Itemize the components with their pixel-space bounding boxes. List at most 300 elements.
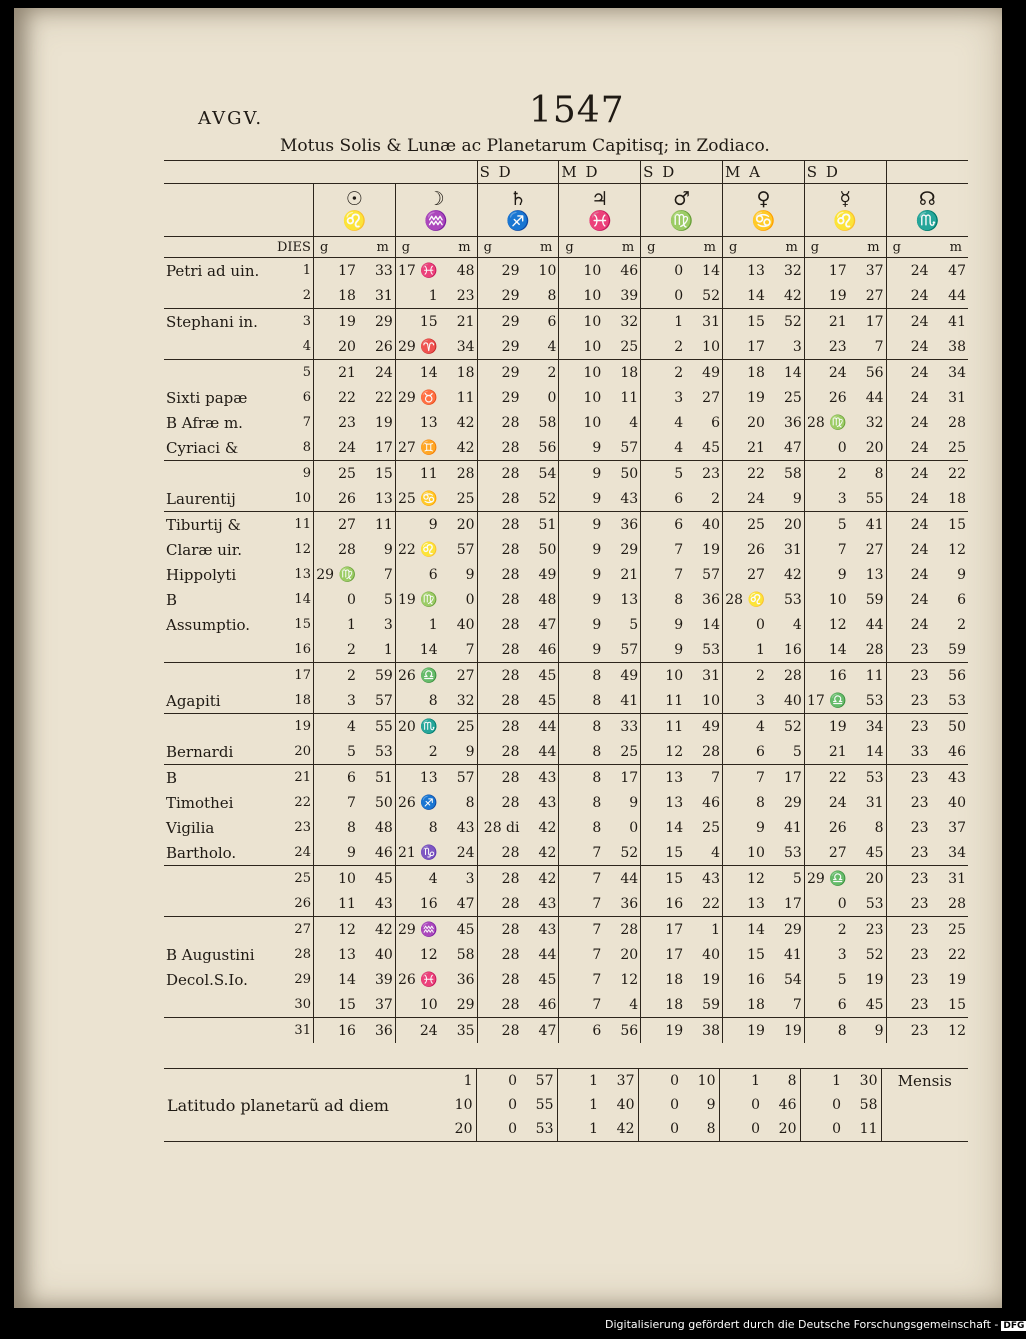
latitude-row — [164, 1117, 968, 1142]
minute-value: 57 — [702, 566, 720, 583]
degree-value: 9 — [559, 637, 603, 663]
degree-value: 15 — [395, 309, 439, 335]
degree-value: 29 — [477, 360, 521, 386]
saint-day-name — [164, 637, 283, 663]
degree-unit: g — [483, 239, 492, 255]
degree-value: 8 — [559, 688, 603, 714]
saint-day-name — [164, 891, 283, 917]
minute-value: 9 — [849, 1018, 886, 1044]
degree-value: 24 — [886, 360, 930, 386]
minute-value: 17 — [603, 765, 640, 791]
minute-value: 19 — [702, 971, 720, 988]
latitude-minute: 8 — [787, 1073, 797, 1089]
degree-value: 19 ♍ — [395, 587, 439, 612]
latitude-row — [164, 1093, 968, 1117]
minute-value: 42 — [538, 819, 557, 836]
minute-value: 25 — [620, 743, 639, 760]
minute-unit: m — [785, 239, 798, 255]
minute-value: 51 — [522, 512, 559, 538]
degree-value: 7 — [641, 537, 685, 562]
degree-value: 6 — [641, 486, 685, 512]
degree-value: 23 — [886, 663, 930, 689]
minute-value: 56 — [538, 439, 557, 456]
minute-value: 56 — [849, 360, 886, 386]
minute-value: 16 — [783, 641, 802, 658]
node-icon: ☊ — [918, 188, 936, 210]
minute-value: 40 — [948, 794, 966, 811]
minute-value: 32 — [456, 692, 475, 709]
degree-value: 2 — [313, 637, 357, 663]
minute-value: 8 — [874, 819, 884, 836]
minute-value: 6 — [957, 591, 966, 608]
saint-day-name — [164, 917, 283, 943]
minute-value: 52 — [767, 714, 804, 740]
minute-value: 11 — [456, 389, 475, 406]
day-number: 11 — [283, 512, 313, 538]
planet-header-4 — [641, 184, 723, 237]
table-row — [164, 512, 968, 538]
saint-day-name — [164, 360, 283, 386]
degree-value: 24 — [886, 435, 930, 461]
degree-value: 21 — [804, 309, 848, 335]
saint-day-name: Claræ uir. — [166, 540, 243, 559]
minute-value: 40 — [783, 692, 802, 709]
planet-header-6 — [804, 184, 886, 237]
minute-value: 49 — [538, 566, 557, 583]
minute-value: 41 — [783, 819, 802, 836]
latitude-degree: 1 — [557, 1069, 601, 1094]
day-number: 1 — [283, 258, 313, 284]
degree-value: 17 ♓ — [395, 258, 439, 284]
table-row — [164, 942, 968, 967]
minute-value: 36 — [603, 512, 640, 538]
latitude-row — [164, 1069, 968, 1094]
degree-value: 28 — [477, 942, 521, 967]
degree-value: 19 — [722, 385, 766, 410]
minute-value: 37 — [948, 819, 966, 836]
degree-value: 8 — [559, 714, 603, 740]
minute-value: 31 — [948, 389, 966, 406]
degree-value: 23 — [886, 917, 930, 943]
degree-value: 24 — [395, 1018, 439, 1044]
zodiac-sign-icon: ♏ — [915, 210, 940, 232]
degree-value: 14 — [395, 637, 439, 663]
table-row — [164, 612, 968, 637]
minute-value: 1 — [383, 641, 393, 658]
degree-value: 26 ♓ — [395, 967, 439, 992]
minute-value: 37 — [374, 996, 393, 1013]
degree-value: 29 — [477, 258, 521, 284]
moon-icon: ☽ — [427, 188, 445, 210]
minute-value: 36 — [783, 414, 802, 431]
minute-unit: m — [703, 239, 716, 255]
degree-value: 5 — [641, 461, 685, 487]
degree-value: 12 — [804, 612, 848, 637]
planet-header-0 — [313, 184, 395, 237]
degree-value: 24 — [886, 309, 930, 335]
minute-value: 7 — [383, 566, 393, 583]
latitude-degree: 1 — [557, 1093, 601, 1117]
minute-value: 11 — [358, 512, 395, 538]
degree-value: 12 — [395, 942, 439, 967]
minute-value: 1 — [685, 917, 722, 943]
degree-value: 24 — [886, 512, 930, 538]
minute-value: 28 — [702, 743, 720, 760]
minute-value: 2 — [957, 616, 966, 633]
unit-cell — [804, 237, 886, 258]
degree-value: 29 — [477, 385, 521, 410]
minute-value: 37 — [849, 258, 886, 284]
day-number: 28 — [294, 947, 311, 962]
degree-value: 3 — [722, 688, 766, 714]
degree-value: 14 — [804, 637, 848, 663]
degree-value: 16 — [722, 967, 766, 992]
minute-value: 22 — [948, 946, 966, 963]
minute-value: 28 — [767, 663, 804, 689]
minute-value: 11 — [620, 389, 639, 406]
degree-value: 13 — [641, 765, 685, 791]
degree-value: 2 — [395, 739, 439, 765]
degree-value: 28 ♌ — [722, 587, 766, 612]
degree-value: 23 — [886, 714, 930, 740]
degree-value: 9 — [559, 512, 603, 538]
minute-value: 46 — [948, 743, 966, 760]
saint-day-name: Decol.S.Io. — [166, 970, 248, 989]
degree-value: 24 — [886, 334, 930, 360]
minute-value: 6 — [522, 309, 559, 335]
minute-value: 25 — [440, 714, 477, 740]
degree-value: 21 — [804, 739, 848, 765]
minute-value: 48 — [374, 819, 393, 836]
latitude-degree: 0 — [476, 1069, 520, 1094]
latitude-minute: 57 — [535, 1073, 554, 1089]
minute-value: 47 — [456, 895, 475, 912]
degree-value: 28 — [477, 562, 521, 587]
saint-day-name: Vigilia — [166, 818, 215, 837]
minute-value: 20 — [865, 439, 884, 456]
minute-value: 18 — [440, 360, 477, 386]
latitude-degree: 0 — [800, 1117, 844, 1142]
minute-value: 46 — [374, 844, 393, 861]
minute-value: 36 — [456, 971, 475, 988]
degree-value: 28 — [477, 612, 521, 637]
minute-value: 47 — [931, 258, 968, 284]
degree-value: 7 — [559, 891, 603, 917]
minute-value: 8 — [547, 287, 557, 304]
day-number: 15 — [294, 617, 311, 632]
degree-value: 28 — [477, 512, 521, 538]
degree-value: 28 ♍ — [804, 410, 848, 435]
minute-value: 43 — [685, 866, 722, 892]
minute-value: 54 — [783, 971, 802, 988]
degree-value: 7 — [722, 765, 766, 791]
minute-value: 47 — [538, 616, 557, 633]
day-number: 22 — [294, 795, 311, 810]
minute-value: 25 — [456, 490, 475, 507]
degree-value: 28 — [477, 840, 521, 866]
degree-value: 1 — [313, 612, 357, 637]
degree-value: 27 — [313, 512, 357, 538]
degree-value: 17 — [641, 942, 685, 967]
degree-value: 4 — [313, 714, 357, 740]
unit-cell — [477, 237, 559, 258]
degree-value: 8 — [722, 790, 766, 815]
degree-value: 21 — [722, 435, 766, 461]
degree-value: 27 — [722, 562, 766, 587]
minute-value: 53 — [849, 765, 886, 791]
minute-value: 17 — [783, 895, 802, 912]
degree-value: 28 — [477, 663, 521, 689]
degree-value: 11 — [395, 461, 439, 487]
degree-value: 22 — [313, 385, 357, 410]
degree-value: 24 — [886, 385, 930, 410]
minute-value: 4 — [547, 338, 557, 355]
degree-value: 2 — [804, 461, 848, 487]
degree-value: 13 — [641, 790, 685, 815]
abbr-venus: M A — [722, 161, 804, 184]
degree-value: 6 — [641, 512, 685, 538]
minute-value: 53 — [374, 743, 393, 760]
degree-value: 23 — [886, 942, 930, 967]
degree-value: 24 — [886, 612, 930, 637]
saint-day-name: Agapiti — [166, 691, 221, 710]
degree-value: 10 — [722, 840, 766, 866]
planet-header-5 — [722, 184, 804, 237]
saint-day-name: B — [166, 590, 178, 609]
minute-value: 9 — [792, 490, 802, 507]
minute-value: 27 — [865, 541, 884, 558]
minute-value: 57 — [456, 541, 475, 558]
table-row — [164, 486, 968, 512]
minute-value: 22 — [374, 389, 393, 406]
degree-value: 1 — [395, 283, 439, 309]
unit-cell — [641, 237, 723, 258]
day-number: 2 — [302, 288, 311, 303]
degree-value: 9 — [559, 486, 603, 512]
degree-value: 13 — [313, 942, 357, 967]
saint-day-name: Petri ad uin. — [164, 258, 283, 284]
table-row — [164, 562, 968, 587]
latitude-degree: 0 — [719, 1093, 763, 1117]
day-number: 4 — [302, 339, 311, 354]
saint-day-name: B Afræ m. — [166, 413, 243, 432]
table-row — [164, 688, 968, 714]
degree-value: 8 — [559, 815, 603, 840]
minute-value: 53 — [783, 591, 802, 608]
latitude-degree: 0 — [638, 1093, 682, 1117]
latitude-minute: 37 — [616, 1073, 635, 1089]
degree-value: 23 — [886, 637, 930, 663]
saint-day-name — [164, 663, 283, 689]
minute-value: 32 — [865, 414, 884, 431]
minute-value: 4 — [629, 414, 639, 431]
venus-icon: ♀ — [756, 188, 771, 210]
degree-value: 19 — [722, 1018, 766, 1044]
minute-value: 45 — [702, 439, 720, 456]
minute-value: 40 — [702, 946, 720, 963]
degree-value: 29 — [477, 283, 521, 309]
minute-value: 42 — [358, 917, 395, 943]
minute-value: 41 — [849, 512, 886, 538]
day-number: 17 — [283, 663, 313, 689]
minute-value: 53 — [865, 895, 884, 912]
degree-value: 23 — [886, 840, 930, 866]
zodiac-sign-icon: ♌ — [833, 210, 858, 232]
degree-value: 8 — [313, 815, 357, 840]
degree-value: 9 — [804, 562, 848, 587]
minute-value: 45 — [865, 844, 884, 861]
degree-value: 28 — [477, 486, 521, 512]
minute-value: 8 — [849, 461, 886, 487]
day-number: 7 — [302, 415, 311, 430]
degree-value: 24 — [722, 486, 766, 512]
degree-value: 28 — [313, 537, 357, 562]
degree-value: 4 — [641, 435, 685, 461]
degree-value: 12 — [313, 917, 357, 943]
minute-value: 39 — [620, 287, 639, 304]
degree-value: 6 — [313, 765, 357, 791]
degree-value: 23 — [313, 410, 357, 435]
unit-cell — [313, 237, 395, 258]
degree-value: 28 — [477, 1018, 521, 1044]
planet-header-1 — [395, 184, 477, 237]
degree-value: 23 — [886, 765, 930, 791]
minute-value: 58 — [767, 461, 804, 487]
minute-value: 47 — [522, 1018, 559, 1044]
degree-value: 7 — [559, 992, 603, 1018]
degree-value: 10 — [313, 866, 357, 892]
degree-value: 8 — [641, 587, 685, 612]
saint-day-name — [164, 283, 283, 309]
minute-value: 53 — [702, 641, 720, 658]
day-number: 13 — [294, 567, 311, 582]
zodiac-sign-icon: ♌ — [342, 210, 367, 232]
degree-value: 0 — [641, 283, 685, 309]
minute-value: 7 — [874, 338, 884, 355]
latitude-minute: 53 — [535, 1121, 554, 1137]
minute-value: 9 — [629, 794, 639, 811]
minute-value: 44 — [538, 743, 557, 760]
minute-value: 49 — [603, 663, 640, 689]
minute-value: 14 — [702, 616, 720, 633]
mars-icon: ♂ — [673, 188, 691, 210]
degree-value: 19 — [804, 714, 848, 740]
table-row — [164, 663, 968, 689]
minute-value: 55 — [865, 490, 884, 507]
table-row — [164, 637, 968, 663]
day-number: 9 — [283, 461, 313, 487]
minute-value: 13 — [865, 566, 884, 583]
minute-value: 26 — [374, 338, 393, 355]
minute-value: 9 — [465, 743, 475, 760]
minute-value: 15 — [948, 996, 966, 1013]
degree-value: 1 — [641, 309, 685, 335]
degree-value: 17 ♎ — [804, 688, 848, 714]
degree-value: 8 — [559, 739, 603, 765]
degree-value: 10 — [559, 258, 603, 284]
degree-value: 13 — [395, 765, 439, 791]
minute-value: 15 — [931, 512, 968, 538]
degree-value: 25 — [722, 512, 766, 538]
minute-unit: m — [867, 239, 880, 255]
latitude-degree: 0 — [719, 1117, 763, 1142]
minute-value: 41 — [620, 692, 639, 709]
jupiter-icon: ♃ — [591, 188, 609, 210]
unit-cell — [722, 237, 804, 258]
minute-value: 7 — [465, 641, 475, 658]
minute-value: 2 — [711, 490, 720, 507]
minute-value: 22 — [702, 895, 720, 912]
minute-value: 29 — [456, 996, 475, 1013]
minute-value: 44 — [948, 287, 966, 304]
degree-unit: g — [810, 239, 820, 255]
minute-value: 5 — [792, 743, 802, 760]
latitude-label: Latitudo planetarũ ad diem — [167, 1095, 389, 1115]
mensis-spacer — [881, 1117, 968, 1142]
degree-value: 9 — [559, 587, 603, 612]
degree-value: 15 — [641, 840, 685, 866]
degree-value: 8 — [559, 790, 603, 815]
degree-value: 14 — [313, 967, 357, 992]
day-number: 12 — [294, 542, 311, 557]
degree-value: 9 — [641, 637, 685, 663]
day-number: 29 — [294, 972, 311, 987]
minute-value: 34 — [456, 338, 475, 355]
minute-value: 58 — [538, 414, 557, 431]
degree-value: 3 — [641, 385, 685, 410]
degree-value: 19 — [641, 1018, 685, 1044]
table-row — [164, 360, 968, 386]
degree-value: 16 — [641, 891, 685, 917]
degree-value: 28 — [477, 790, 521, 815]
table-row — [164, 992, 968, 1018]
latitude-day: 10 — [454, 1097, 473, 1113]
degree-value: 26 — [722, 537, 766, 562]
minute-value: 0 — [465, 591, 475, 608]
degree-value: 26 ♎ — [395, 663, 439, 689]
minute-value: 23 — [456, 287, 475, 304]
latitude-label-spacer — [164, 1069, 436, 1094]
degree-value: 24 — [886, 587, 930, 612]
degree-value: 15 — [722, 942, 766, 967]
units-row — [164, 237, 968, 258]
unit-cell — [395, 237, 477, 258]
degree-value: 0 — [722, 612, 766, 637]
minute-value: 58 — [456, 946, 475, 963]
day-number: 19 — [283, 714, 313, 740]
minute-value: 22 — [931, 461, 968, 487]
minute-value: 35 — [440, 1018, 477, 1044]
day-number: 30 — [294, 997, 311, 1012]
minute-value: 44 — [603, 866, 640, 892]
minute-value: 44 — [538, 946, 557, 963]
degree-value: 2 — [722, 663, 766, 689]
minute-value: 4 — [711, 844, 720, 861]
minute-value: 42 — [522, 866, 559, 892]
degree-value: 22 ♌ — [395, 537, 439, 562]
minute-value: 45 — [865, 996, 884, 1013]
degree-value: 6 — [395, 562, 439, 587]
minute-value: 9 — [957, 566, 966, 583]
degree-value: 11 — [641, 714, 685, 740]
degree-value: 2 — [804, 917, 848, 943]
latitude-degree: 1 — [800, 1069, 844, 1094]
degree-unit: g — [565, 239, 574, 255]
minute-value: 46 — [538, 996, 557, 1013]
minute-value: 9 — [383, 541, 393, 558]
year-heading: 1547 — [529, 90, 625, 131]
minute-value: 36 — [358, 1018, 395, 1044]
